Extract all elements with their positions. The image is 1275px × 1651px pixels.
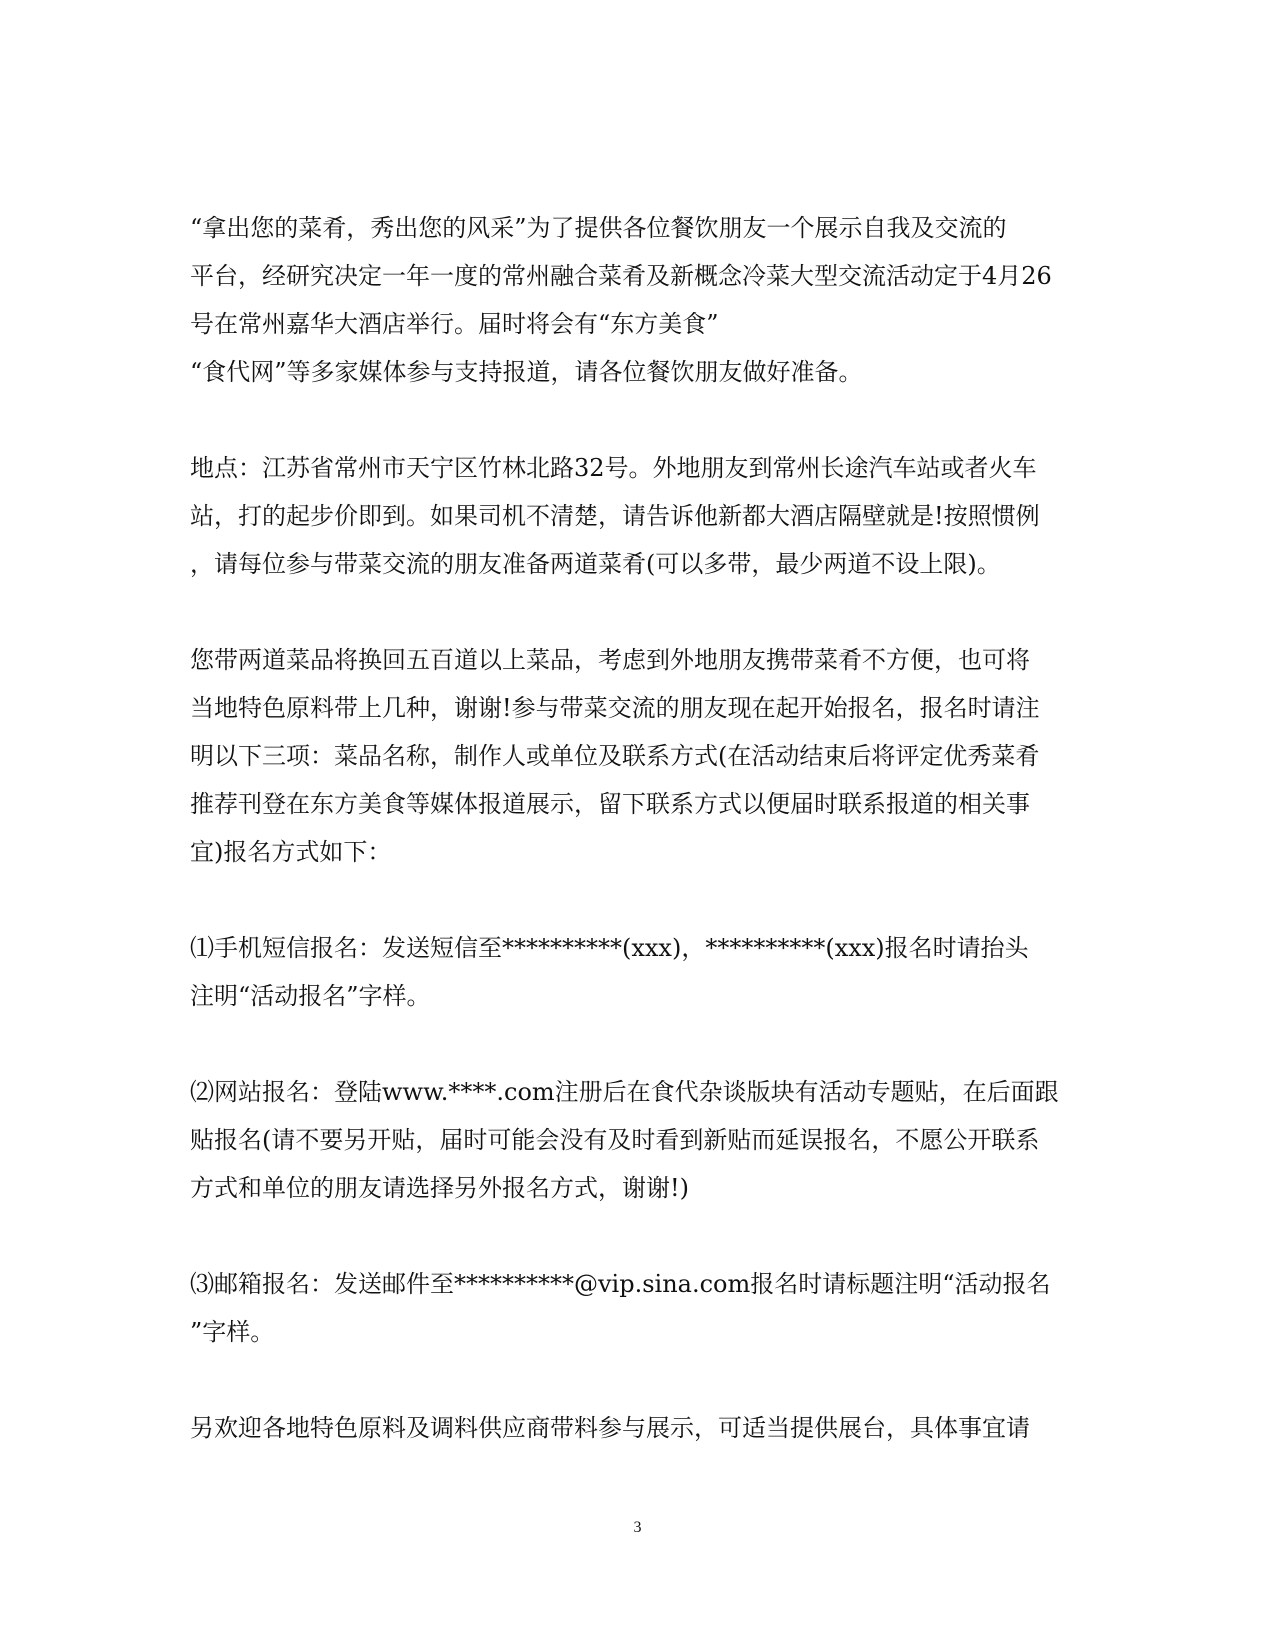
paragraph-registration [190, 636, 1080, 876]
text-line: 平台，经研究决定一年一度的常州融合菜肴及新概念冷菜大型交流活动定于4月26 [190, 262, 1052, 290]
text-line: 地点：江苏省常州市天宁区竹林北路32号。外地朋友到常州长途汽车站或者火车 [190, 454, 1037, 482]
text-line: 注明“活动报名”字样。 [190, 982, 431, 1010]
paragraph-intro [190, 204, 1080, 396]
text-line: ”字样。 [190, 1318, 275, 1346]
document-body [190, 204, 1080, 1500]
text-line: “拿出您的菜肴，秀出您的风采”为了提供各位餐饮朋友一个展示自我及交流的 [190, 214, 1007, 242]
text-line: 另欢迎各地特色原料及调料供应商带料参与展示，可适当提供展台，具体事宜请 [190, 1414, 1030, 1442]
text-line: ⑵网站报名：登陆www.****.com注册后在食代杂谈版块有活动专题贴，在后面跟 [190, 1078, 1059, 1106]
text-line: “食代网”等多家媒体参与支持报道，请各位餐饮朋友做好准备。 [190, 358, 863, 386]
text-line: 您带两道菜品将换回五百道以上菜品，考虑到外地朋友携带菜肴不方便，也可将 [190, 646, 1030, 674]
text-line: ⑶邮箱报名：发送邮件至**********@vip.sina.com报名时请标题注明“活动报名 [190, 1270, 1051, 1298]
paragraph-web-signup [190, 1068, 1080, 1212]
page-number: 3 [633, 1519, 642, 1536]
text-line: 宜)报名方式如下： [190, 838, 392, 866]
paragraph-email-signup [190, 1260, 1080, 1356]
text-line: 站，打的起步价即到。如果司机不清楚，请告诉他新都大酒店隔壁就是!按照惯例 [190, 502, 1040, 530]
text-line: 贴报名(请不要另开贴，届时可能会没有及时看到新贴而延误报名，不愿公开联系 [190, 1126, 1040, 1154]
text-line: 方式和单位的朋友请选择另外报名方式，谢谢!) [190, 1174, 690, 1202]
text-line: ，请每位参与带菜交流的朋友准备两道菜肴(可以多带，最少两道不设上限)。 [190, 550, 1001, 578]
text-line: 推荐刊登在东方美食等媒体报道展示，留下联系方式以便届时联系报道的相关事 [190, 790, 1030, 818]
text-line: 当地特色原料带上几种，谢谢!参与带菜交流的朋友现在起开始报名，报名时请注 [190, 694, 1040, 722]
paragraph-location [190, 444, 1080, 588]
paragraph-suppliers [190, 1404, 1080, 1452]
text-line: 明以下三项：菜品名称，制作人或单位及联系方式(在活动结束后将评定优秀菜肴 [190, 742, 1040, 770]
text-line: ⑴手机短信报名：发送短信至**********(xxx)，**********(xxx)报名时请抬头 [190, 934, 1029, 962]
text-line: 号在常州嘉华大酒店举行。届时将会有“东方美食” [190, 310, 719, 338]
paragraph-sms-signup [190, 924, 1080, 1020]
